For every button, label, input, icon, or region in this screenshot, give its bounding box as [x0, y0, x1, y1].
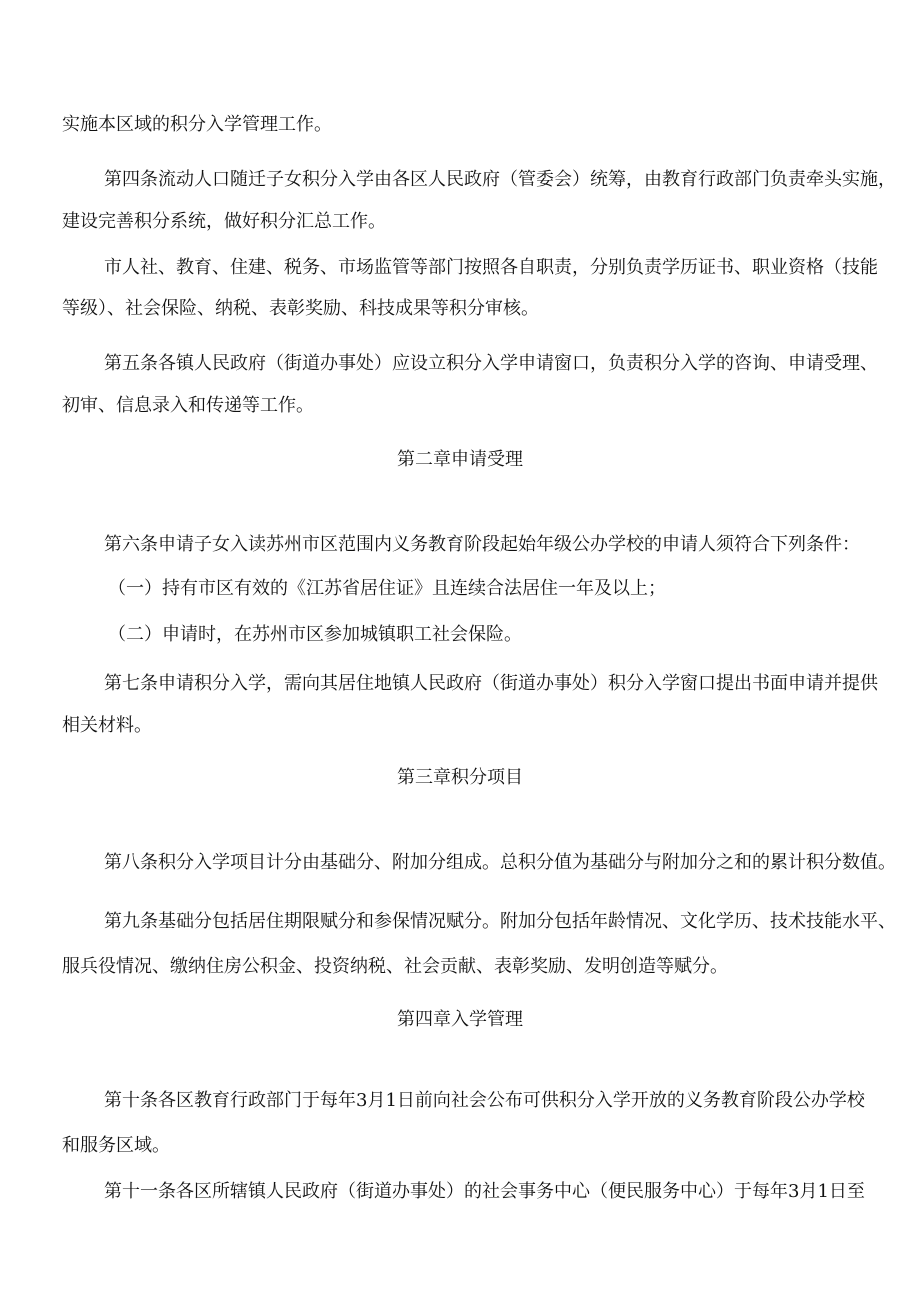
condition-item-1: （一）持有市区有效的《江苏省居住证》且连续合法居住一年及以上；	[108, 578, 666, 599]
chapter-3-heading: 第三章积分项目	[397, 767, 523, 788]
text-line: 实施本区域的积分入学管理工作。	[62, 114, 332, 135]
condition-item-2: （二）申请时，在苏州市区参加城镇职工社会保险。	[108, 624, 522, 645]
article-8-line: 第八条积分入学项目计分由基础分、附加分组成。总积分值为基础分与附加分之和的累计积分数值。	[104, 852, 896, 873]
article-5-line-2: 初审、信息录入和传递等工作。	[62, 395, 314, 416]
article-5-line-1: 第五条各镇人民政府（街道办事处）应设立积分入学申请窗口，负责积分入学的咨询、申请受理、	[104, 353, 878, 374]
article-10-line-1: 第十条各区教育行政部门于每年3月1日前向社会公布可供积分入学开放的义务教育阶段公办学校	[104, 1090, 865, 1111]
chapter-2-heading: 第二章申请受理	[397, 449, 523, 470]
article-10-line-2: 和服务区域。	[62, 1135, 170, 1156]
article-4-line-2: 建设完善积分系统，做好积分汇总工作。	[62, 211, 386, 232]
article-6-line: 第六条申请子女入读苏州市区范围内义务教育阶段起始年级公办学校的申请人须符合下列条件：	[104, 534, 860, 555]
paragraph-line: 等级）、社会保险、纳税、表彰奖励、科技成果等积分审核。	[62, 298, 539, 319]
paragraph-line: 市人社、教育、住建、税务、市场监管等部门按照各自职责，分别负责学历证书、职业资格（技能	[104, 257, 878, 278]
article-9-line-1: 第九条基础分包括居住期限赋分和参保情况赋分。附加分包括年龄情况、文化学历、技术技能水平、	[104, 911, 896, 932]
article-7-line-1: 第七条申请积分入学，需向其居住地镇人民政府（街道办事处）积分入学窗口提出书面申请并提供	[104, 673, 878, 694]
article-7-line-2: 相关材料。	[62, 715, 152, 736]
article-11-line-1: 第十一条各区所辖镇人民政府（街道办事处）的社会事务中心（便民服务中心）于每年3月1日至	[104, 1181, 865, 1202]
chapter-4-heading: 第四章入学管理	[397, 1009, 523, 1030]
article-9-line-2: 服兵役情况、缴纳住房公积金、投资纳税、社会贡献、表彰奖励、发明创造等赋分。	[62, 956, 728, 977]
article-4-line-1: 第四条流动人口随迁子女积分入学由各区人民政府（管委会）统筹，由教育行政部门负责牵头实施，	[104, 169, 896, 190]
